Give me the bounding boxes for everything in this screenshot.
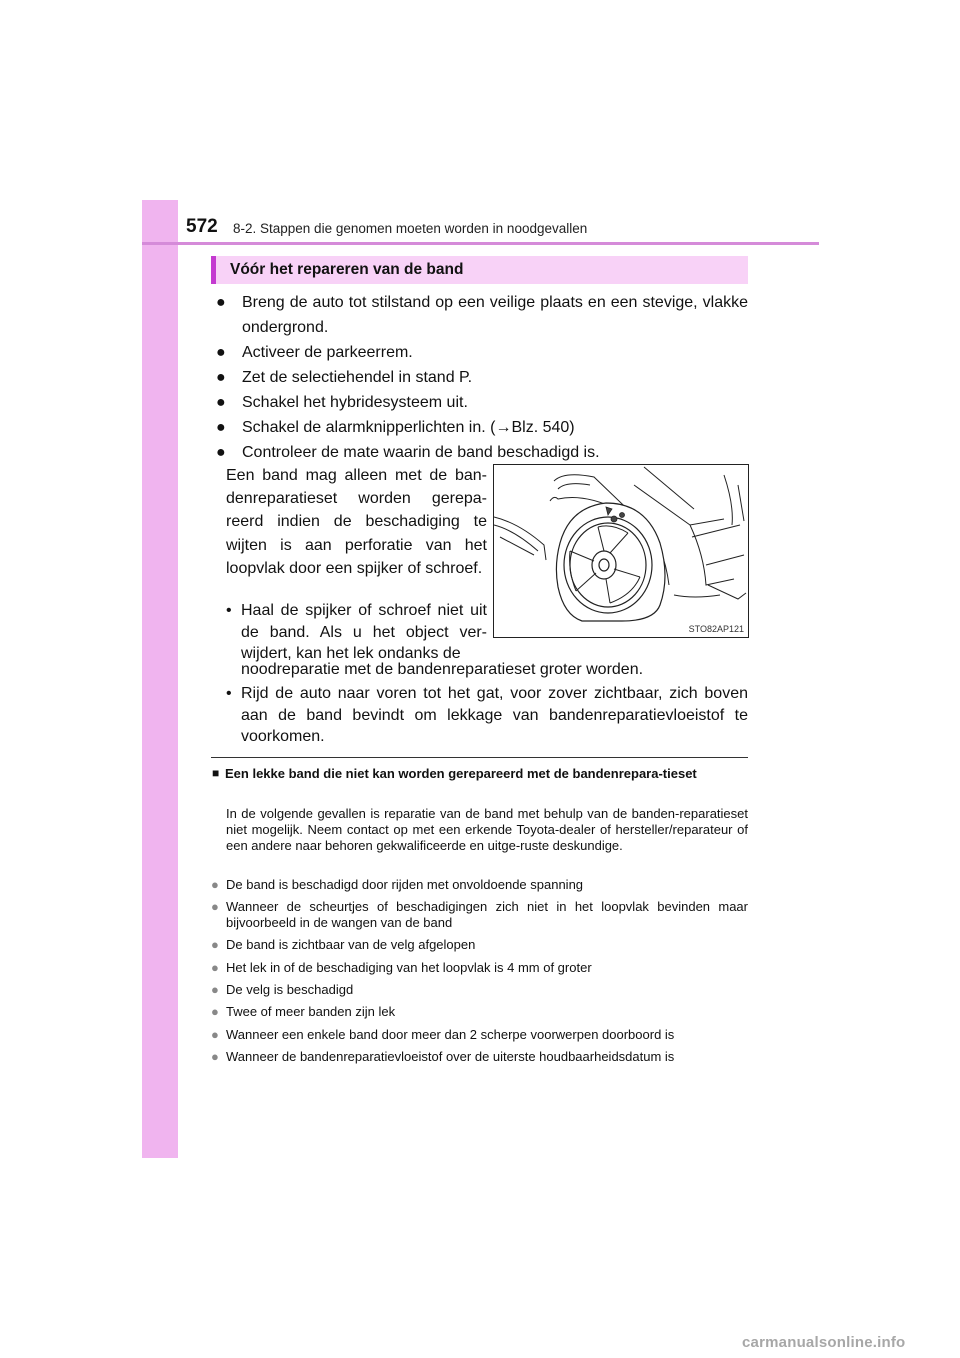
flat-tire-illustration (493, 464, 749, 638)
bullet-icon: ● (216, 394, 226, 411)
page-number: 572 (186, 216, 218, 237)
sub-bullet-icon: • (226, 685, 232, 702)
section-divider (211, 757, 748, 758)
list-item-text: Schakel de alarmknipperlichten in. (→Blz. 540) (242, 419, 575, 436)
sub-item-nail-part2: noodreparatie met de bandenreparatieset groter worden. (241, 661, 644, 678)
bullet-icon: ● (211, 877, 219, 892)
list-item-text: Activeer de parkeerrem. (242, 344, 413, 361)
bullet-icon: ● (216, 369, 226, 386)
list-item (216, 290, 748, 340)
sub-item-text: Haal de spijker of schroef niet uit de band. Als u het object ver-wijdert, kan het lek ondanks de (241, 602, 487, 662)
list-item (211, 1004, 748, 1020)
bullet-icon: ● (216, 444, 226, 461)
list-item-text: De band is zichtbaar van de velg afgelopen (226, 937, 476, 953)
bullet-icon: ● (211, 981, 219, 997)
list-item (211, 1049, 748, 1065)
list-item-text: Wanneer een enkele band door meer dan 2 scherpe voorwerpen doorboord is (226, 1026, 675, 1042)
preparation-bullet-list (216, 290, 748, 465)
list-item (216, 440, 748, 465)
bullet-icon: ● (211, 1026, 219, 1042)
note-heading (212, 766, 748, 782)
sub-item-nail-part1 (226, 600, 487, 665)
bullet-icon: ● (211, 1004, 219, 1020)
list-item-text: Breng de auto tot stilstand op een veilige plaats en een stevige, vlakke ondergrond. (242, 294, 748, 336)
site-watermark: carmanualsonline.info (742, 1334, 906, 1351)
intro-paragraph: Een band mag alleen met de ban-denreparatieset worden gerepa-reerd indien de beschadiging te wijten is aan perforatie van het loopvlak door een spijker of schroef. (226, 467, 487, 577)
list-item-text: Wanneer de bandenreparatievloeistof over de uiterste houdbaarheidsdatum is (226, 1048, 675, 1064)
sub-item-text: Rijd de auto naar voren tot het gat, voor zover zichtbaar, zich boven aan de band bevindt om lekkage van bandenreparatievloeistof te voorkomen. (241, 685, 748, 745)
list-item (216, 340, 748, 365)
bullet-icon: ● (216, 419, 226, 436)
sub-bullet-icon: • (226, 602, 232, 619)
list-item-text: De velg is beschadigd (226, 981, 354, 997)
note-paragraph: In de volgende gevallen is reparatie van de band met behulp van de banden-reparatieset niet mogelijk. Neem contact op met een erkende Toyota-dealer of hersteller/reparateur of een andere naar behoren gekwalificeerde en uitge-ruste deskundige. (226, 806, 748, 853)
illustration-code: STO82AP121 (688, 624, 744, 634)
list-item-text: Zet de selectiehendel in stand P. (242, 369, 473, 386)
bullet-icon: ● (211, 899, 219, 915)
note-heading-text: Een lekke band die niet kan worden gerepareerd met de bandenrepara-tieset (225, 766, 697, 781)
chapter-side-strip (142, 200, 178, 1158)
list-item (211, 937, 748, 953)
list-item (216, 365, 748, 390)
bullet-icon: ● (211, 937, 219, 953)
header-rule (142, 242, 819, 245)
list-item-text: De band is beschadigd door rijden met onvoldoende spanning (226, 877, 584, 892)
bullet-icon: ● (216, 344, 226, 361)
sub-item-drive-forward (226, 683, 748, 748)
list-item-text: Het lek in of de beschadiging van het loopvlak is 4 mm of groter (226, 959, 592, 975)
square-bullet-icon: ■ (212, 766, 220, 780)
list-item (216, 415, 748, 440)
flat-tire-drawing (494, 465, 749, 638)
section-title: Vóór het repareren van de band (230, 261, 464, 278)
list-item-text: Schakel het hybridesysteem uit. (242, 394, 468, 411)
note-condition-list (211, 877, 748, 1071)
list-item (211, 1027, 748, 1043)
list-item (211, 877, 748, 893)
section-heading-box (211, 256, 748, 284)
list-item (211, 982, 748, 998)
chapter-header: 8-2. Stappen die genomen moeten worden in noodgevallen (233, 221, 588, 236)
list-item (211, 960, 748, 976)
list-item-text: Wanneer de scheurtjes of beschadigingen zich niet in het loopvlak bevinden maar bijvoorbeeld in de wangen van de band (226, 899, 748, 931)
list-item-text: Controleer de mate waarin de band beschadigd is. (242, 444, 600, 461)
bullet-icon: ● (211, 959, 219, 975)
bullet-icon: ● (211, 1048, 219, 1064)
list-item-text: Twee of meer banden zijn lek (226, 1004, 396, 1020)
list-item (211, 899, 748, 931)
list-item (216, 390, 748, 415)
bullet-icon: ● (216, 294, 226, 311)
